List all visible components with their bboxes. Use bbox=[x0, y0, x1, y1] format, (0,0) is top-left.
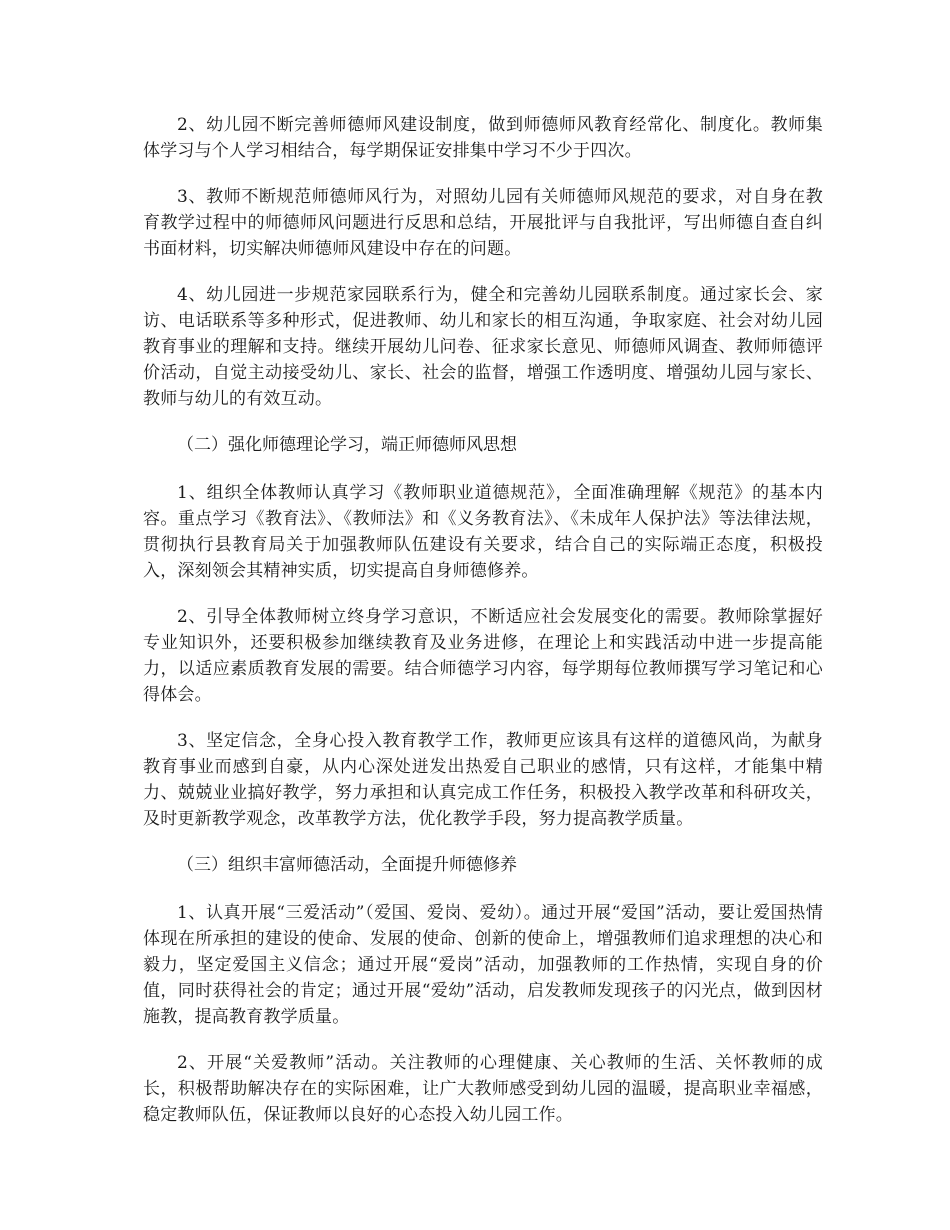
paragraph-study-1: 1、组织全体教师认真学习《教师职业道德规范》，全面准确理解《规范》的基本内容。重点学习《教育法》、《教师法》和《义务教育法》、《未成年人保护法》等法律法规，贯彻执行县教育局关于加强教师队伍建设有关要求，结合自己的实际端正态度，积极投入，深刻领会其精神实质，切实提高自身师德修养。 bbox=[143, 483, 823, 581]
section-heading-3: （三）组织丰富师德活动，全面提升师德修养 bbox=[177, 855, 517, 875]
section-heading-2: （二）强化师德理论学习，端正师德师风思想 bbox=[177, 435, 517, 455]
paragraph-item-3: 3、教师不断规范师德师风行为，对照幼儿园有关师德师风规范的要求，对自身在教育教学过程中的师德师风问题进行反思和总结，开展批评与自我批评，写出师德自查自纠书面材料，切实解决师德师风建设中存在的问题。 bbox=[143, 187, 823, 259]
paragraph-study-3: 3、坚定信念，全身心投入教育教学工作，教师更应该具有这样的道德风尚，为献身教育事业而感到自豪，从内心深处迸发出热爱自己职业的感情，只有这样，才能集中精力、兢兢业业搞好教学，努力承担和认真完成工作任务，积极投入教学改革和科研攻关，及时更新教学观念，改革教学方法，优化教学手段，努力提高教学质量。 bbox=[143, 731, 823, 829]
document-page bbox=[143, 112, 823, 1148]
paragraph-activity-1: 1、认真开展“三爱活动”（爱国、爱岗、爱幼）。通过开展“爱国”活动，要让爱国热情体现在所承担的建设的使命、发展的使命、创新的使命上，增强教师们追求理想的决心和毅力，坚定爱国主义信念；通过开展“爱岗”活动，加强教师的工作热情，实现自身的价值，同时获得社会的肯定；通过开展“爱幼”活动，启发教师发现孩子的闪光点，做到因材施教，提高教育教学质量。 bbox=[143, 903, 823, 1027]
paragraph-study-2: 2、引导全体教师树立终身学习意识，不断适应社会发展变化的需要。教师除掌握好专业知识外，还要积极参加继续教育及业务进修，在理论上和实践活动中进一步提高能力，以适应素质教育发展的需要。结合师德学习内容，每学期每位教师撰写学习笔记和心得体会。 bbox=[143, 607, 823, 705]
paragraph-activity-2: 2、开展“关爱教师”活动。关注教师的心理健康、关心教师的生活、关怀教师的成长，积极帮助解决存在的实际困难，让广大教师感受到幼儿园的温暖，提高职业幸福感，稳定教师队伍，保证教师以良好的心态投入幼儿园工作。 bbox=[143, 1053, 823, 1125]
paragraph-item-4: 4、幼儿园进一步规范家园联系行为，健全和完善幼儿园联系制度。通过家长会、家访、电话联系等多种形式，促进教师、幼儿和家长的相互沟通，争取家庭、社会对幼儿园教育事业的理解和支持。继续开展幼儿问卷、征求家长意见、师德师风调查、教师师德评价活动，自觉主动接受幼儿、家长、社会的监督，增强工作透明度、增强幼儿园与家长、教师与幼儿的有效互动。 bbox=[143, 285, 823, 409]
paragraph-item-2: 2、幼儿园不断完善师德师风建设制度，做到师德师风教育经常化、制度化。教师集体学习与个人学习相结合，每学期保证安排集中学习不少于四次。 bbox=[143, 115, 823, 161]
